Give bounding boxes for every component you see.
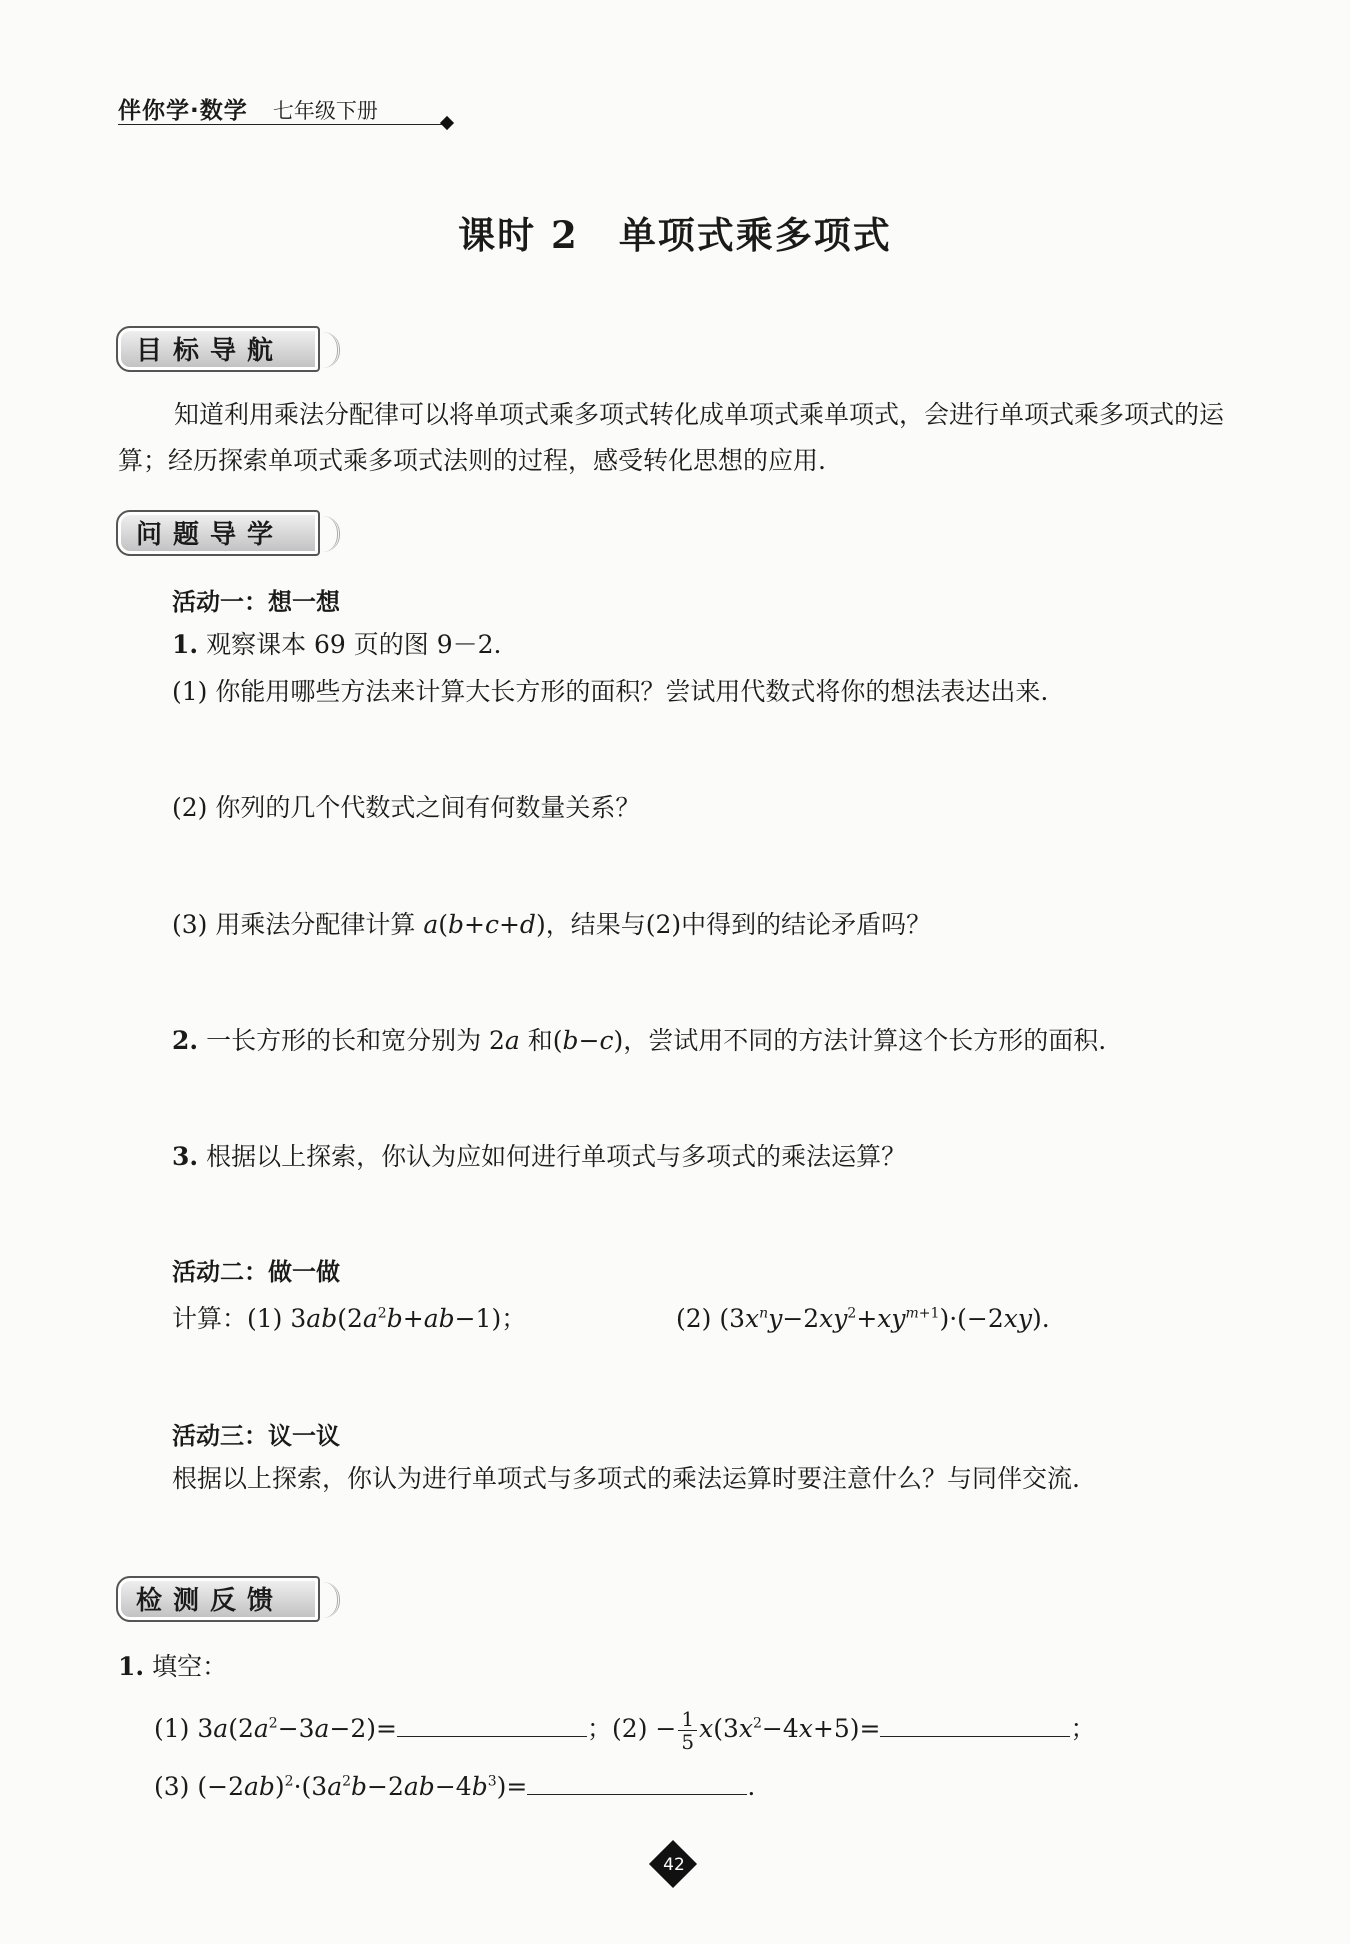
activity1-q1-2: (2) 你列的几个代数式之间有何数量关系？	[172, 793, 641, 822]
question-number: 3.	[172, 1142, 199, 1171]
item-label: (2)	[612, 1714, 648, 1743]
activity2-title: 活动二：做一做	[172, 1258, 340, 1286]
fraction: $\frac{1}{5}$	[678, 1708, 697, 1753]
formula-b-minus-c: (b−c)	[552, 1026, 624, 1055]
q1-3-suffix: ，结果与(2)中得到的结论矛盾吗？	[545, 910, 932, 939]
formula-fill3: $(-2ab)^2\cdot(3a^2b-2ab-4b^3)=$	[197, 1772, 528, 1801]
feedback-row1: (1) $3a(2a^2-3a-2)=$ ；(2) − $\frac{1}{5}$ $x(3x^2-4x+5)=$ ；	[154, 1707, 1096, 1754]
question-text: 观察课本 69 页的图 9－2.	[206, 630, 502, 659]
item-label: (3)	[154, 1772, 190, 1801]
feedback-row2: (3) $(-2ab)^2\cdot(3a^2b-2ab-4b^3)=$ .	[154, 1764, 755, 1810]
question-number: 1.	[172, 630, 199, 659]
question-text: 填空：	[152, 1652, 228, 1681]
q1-3-prefix: (3) 用乘法分配律计算	[172, 910, 424, 939]
answer-blank-2[interactable]	[880, 1706, 1070, 1737]
answer-blank-1[interactable]	[397, 1706, 587, 1737]
book-title: 伴你学·数学	[118, 98, 248, 124]
diamond-icon	[440, 116, 454, 130]
item-label: (2)	[676, 1304, 712, 1333]
activity3-title: 活动三：议一议	[172, 1422, 340, 1450]
grade-label: 七年级下册	[272, 99, 378, 123]
q2-prefix: 一长方形的长和宽分别为	[206, 1026, 490, 1055]
answer-blank-3[interactable]	[527, 1764, 747, 1795]
q2-mid: 和	[519, 1026, 553, 1055]
item-label: (1)	[247, 1304, 283, 1333]
goals-paragraph: 知道利用乘法分配律可以将单项式乘多项式转化成单项式乘单项式，会进行单项式乘多项式的运算；经历探索单项式乘多项式法则的过程，感受转化思想的应用.	[118, 400, 1225, 475]
page-number: 42	[663, 1855, 685, 1875]
question-number: 1.	[118, 1652, 145, 1681]
formula-2a: 2a	[489, 1026, 520, 1055]
lesson-title	[0, 205, 1350, 259]
question-text: 根据以上探索，你认为应如何进行单项式与多项式的乘法运算？	[206, 1142, 907, 1171]
formula-item2: $(3x^ny-2xy^2+xy^{m+1})\cdot(-2xy)$.	[719, 1304, 1050, 1333]
lesson-number: 课时 2	[458, 213, 579, 257]
lesson-name: 单项式乘多项式	[618, 213, 892, 257]
activity1-q2	[172, 1018, 1106, 1064]
formula-item1: $3ab(2a^2b+ab-1)$；	[290, 1304, 527, 1333]
section-badge-check: 检测反馈	[116, 1576, 320, 1622]
activity1-q1	[172, 622, 501, 668]
section-badge-guide: 问题导学	[116, 510, 320, 556]
question-number: 2.	[172, 1026, 199, 1055]
formula-fill2: − $\frac{1}{5}$ $x(3x^2-4x+5)=$	[655, 1707, 881, 1754]
q2-suffix: ，尝试用不同的方法计算这个长方形的面积.	[623, 1026, 1107, 1055]
section-badge-goals: 目标导航	[116, 326, 320, 372]
running-header	[118, 92, 458, 125]
page-number-badge	[652, 1843, 696, 1887]
activity2-item1	[172, 1296, 526, 1342]
compute-label: 计算：	[172, 1304, 248, 1333]
activity2-item2	[676, 1296, 1050, 1342]
activity1-q3	[172, 1134, 906, 1180]
activity1-q1-1: (1) 你能用哪些方法来计算大长方形的面积？尝试用代数式将你的想法表达出来.	[172, 677, 1049, 706]
feedback-q1	[118, 1644, 227, 1690]
formula-fill1: $3a(2a^2-3a-2)=$	[197, 1714, 398, 1743]
activity1-q1-3	[172, 902, 931, 948]
formula-a-bcd: a(b+c+d)	[423, 910, 546, 939]
header-rule	[118, 124, 448, 125]
activity3-text: 根据以上探索，你认为进行单项式与多项式的乘法运算时要注意什么？与同伴交流.	[172, 1464, 1080, 1493]
activity1-title: 活动一：想一想	[172, 588, 340, 616]
item-label: (1)	[154, 1714, 190, 1743]
